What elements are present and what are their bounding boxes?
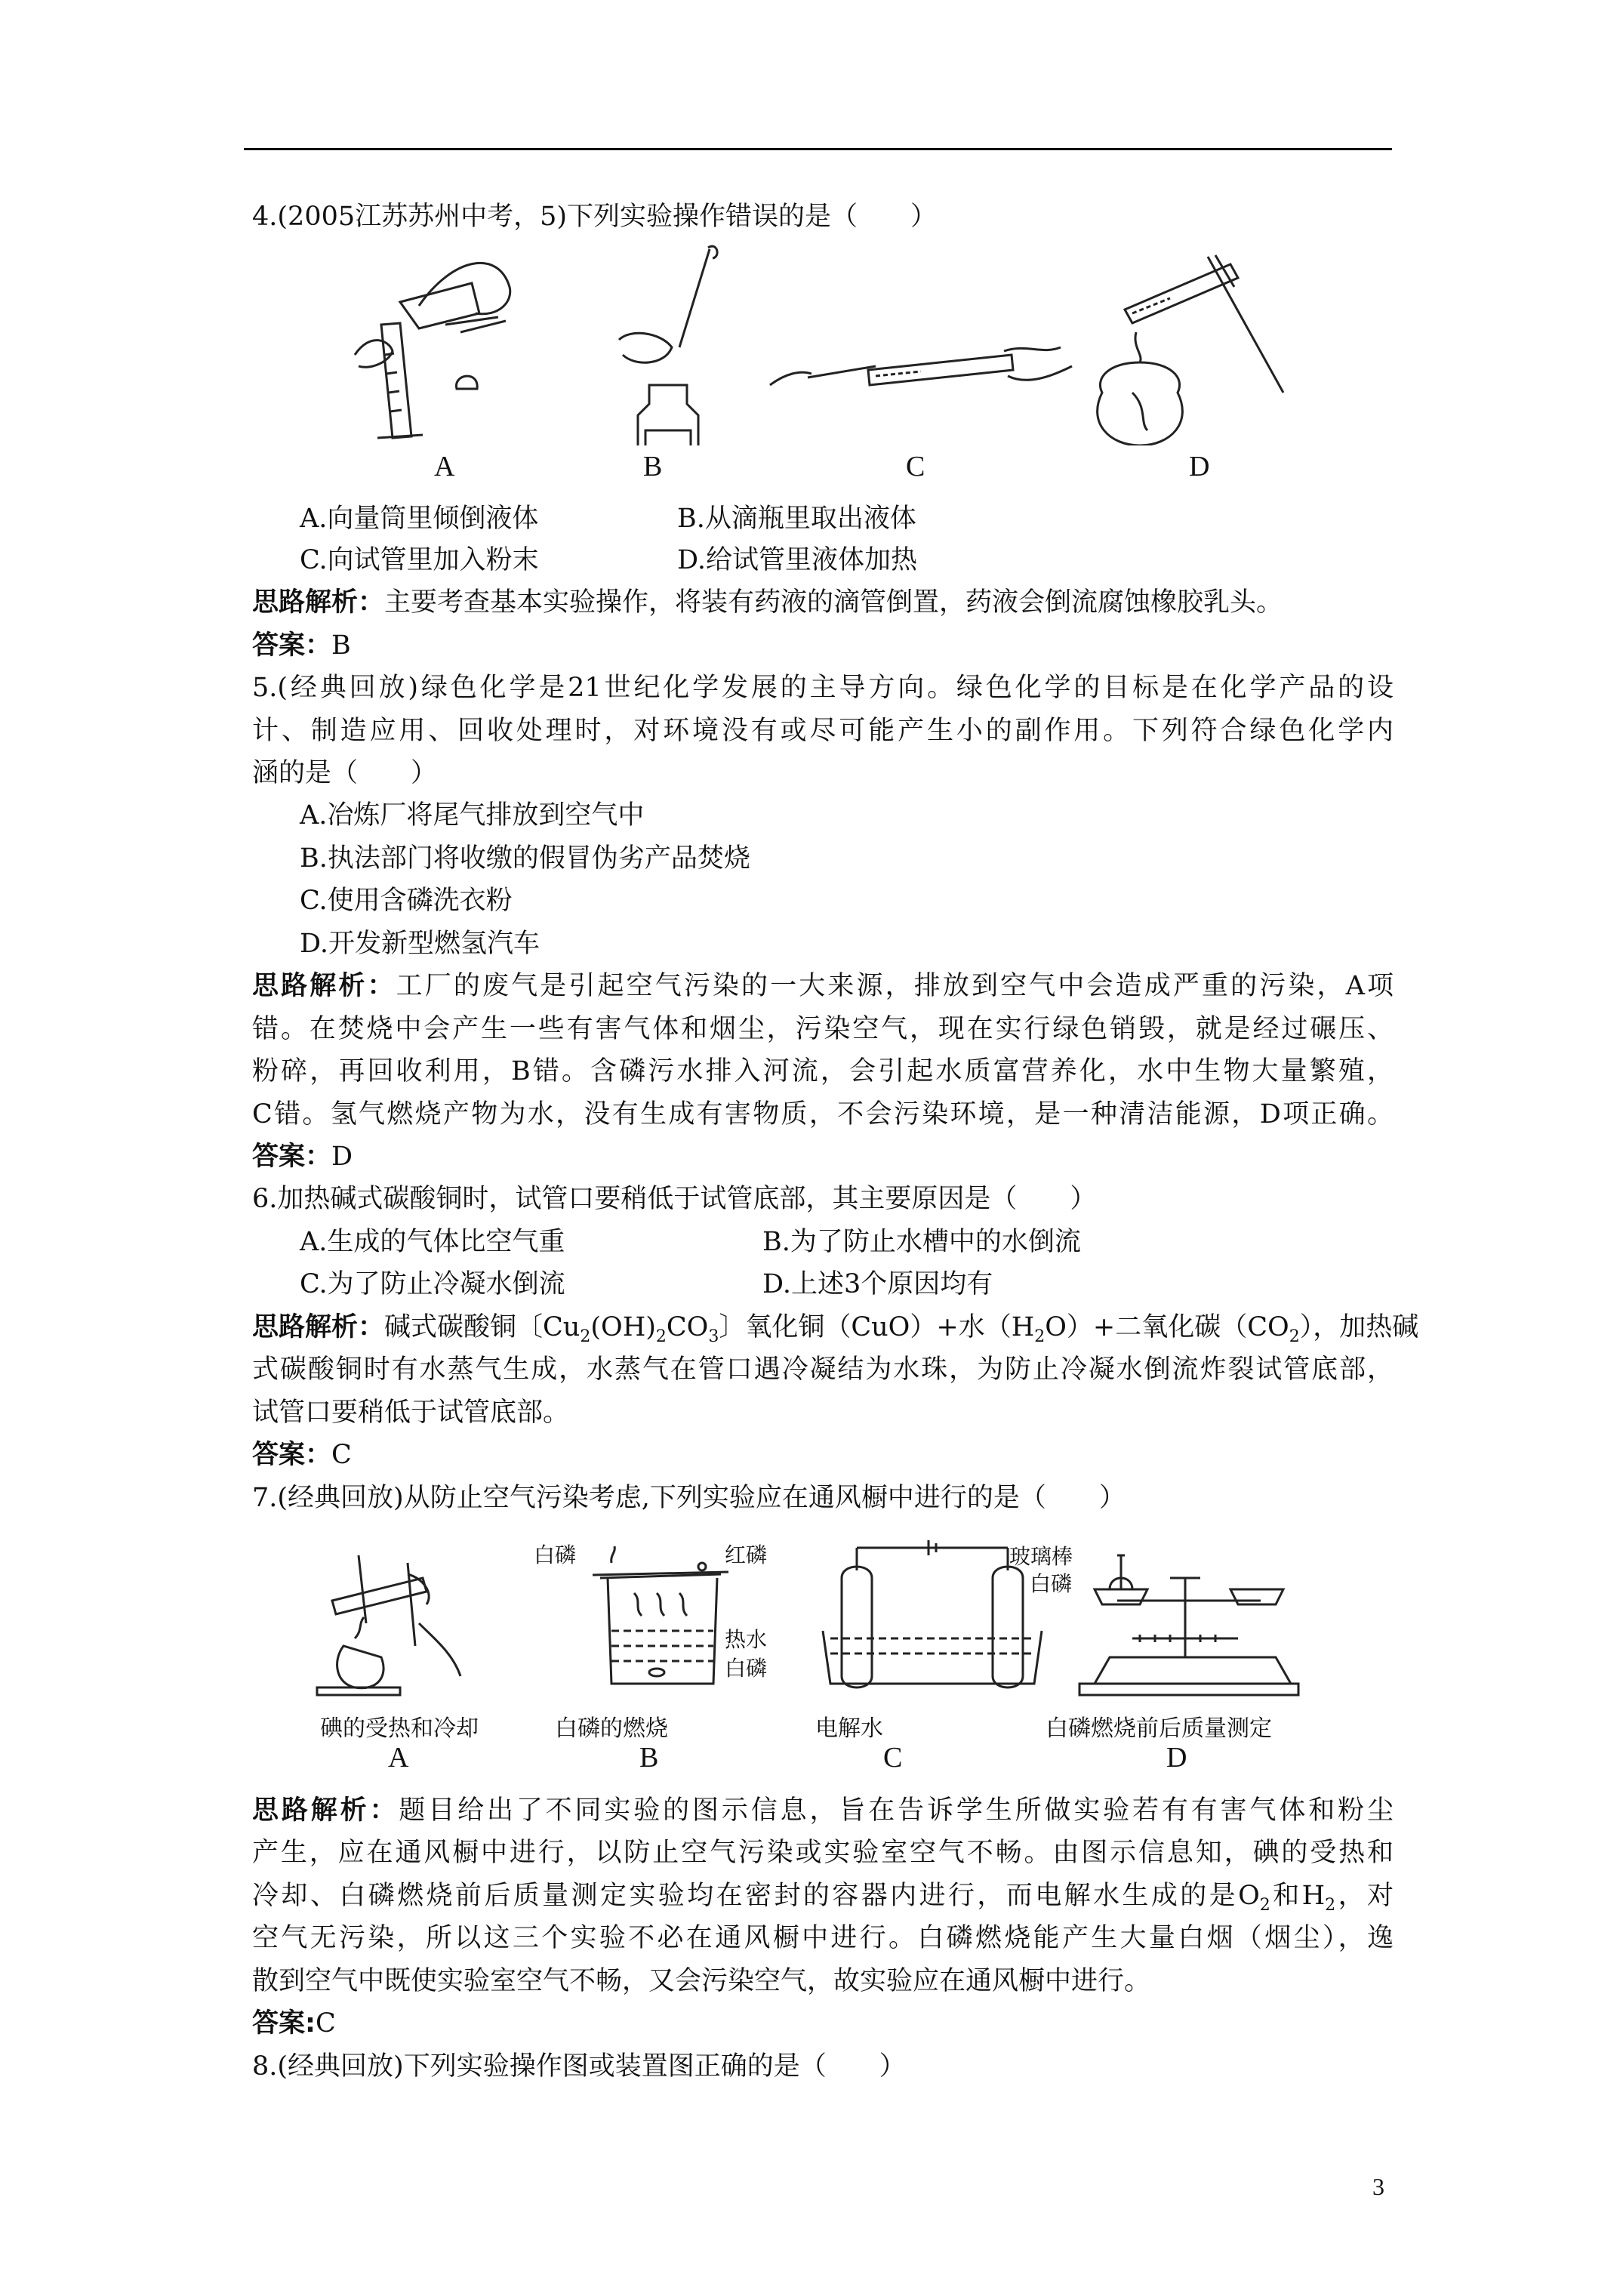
q6-analysis-text-1k: ），加热碱 — [1299, 1312, 1419, 1342]
q4-figure — [347, 242, 1298, 445]
q5-analysis-line-3: 粉碎，再回收利用，B错。含磷污水排入河流，会引起水质富营养化，水中生物大量繁殖， — [252, 1056, 1394, 1086]
q8-stem: 8.(经典回放)下列实验操作图或装置图正确的是（ ） — [252, 2051, 906, 2082]
q4-fig-d-heating — [1098, 255, 1283, 445]
q5-answer — [252, 1142, 353, 1172]
q6-sub-4: 2 — [1034, 1327, 1046, 1346]
q4-option-a: A.向量筒里倾倒液体 — [300, 504, 539, 534]
q5-option-b: B.执法部门将收缴的假冒伪劣产品焚烧 — [300, 843, 750, 874]
q4-analysis — [252, 587, 1283, 618]
q7-fig-label-b: B — [639, 1742, 659, 1774]
q7-fig-label-c: C — [883, 1742, 903, 1774]
q6-answer-value: C — [331, 1440, 352, 1470]
q7-fig-b-label-white-p-top: 白磷 — [534, 1542, 577, 1567]
q6-sub-2: 2 — [655, 1327, 667, 1346]
q5-analysis-label: 思路解析： — [252, 971, 396, 1001]
q4-option-c: C.向试管里加入粉末 — [300, 545, 539, 575]
q5-option-a: A.冶炼厂将尾气排放到空气中 — [300, 800, 645, 831]
q5-option-d: D.开发新型燃氢汽车 — [300, 929, 540, 959]
q7-sub-1: 2 — [1259, 1896, 1270, 1915]
q6-answer — [252, 1440, 352, 1470]
q4-fig-label-b: B — [643, 451, 663, 482]
q7-analysis-line-5: 散到空气中既使实验室空气不畅，又会污染空气，故实验应在通风橱中进行。 — [252, 1966, 1151, 1996]
q7-analysis-line-2: 产生，应在通风橱中进行，以防止空气污染或实验室空气不畅。由图示信息知，碘的受热和 — [252, 1838, 1394, 1868]
q7-sub-2: 2 — [1325, 1896, 1336, 1915]
q5-stem-line-2: 计、制造应用、回收处理时，对环境没有或尽可能产生小的副作用。下列符合绿色化学内 — [252, 716, 1394, 746]
q5-stem-line-3: 涵的是（ ） — [252, 758, 438, 788]
q4-fig-b-dropper — [619, 246, 717, 445]
q6-analysis-text-1a: 碱式碳酸铜〔Cu — [384, 1312, 581, 1342]
q7-analysis-text-1: 题目给出了不同实验的图示信息，旨在告诉学生所做实验若有有害气体和粉尘 — [399, 1795, 1394, 1826]
q5-answer-label: 答案： — [252, 1142, 332, 1172]
q7-figure — [302, 1533, 1329, 1706]
q5-stem-line-1: 5.(经典回放)绿色化学是21世纪化学发展的主导方向。绿色化学的目标是在化学产品的设 — [252, 673, 1394, 703]
q7-analysis-text-3e: ，对 — [1335, 1881, 1394, 1911]
q6-analysis-text-1g: 〕氧化铜（CuO）+水（H — [719, 1312, 1035, 1342]
q5-answer-value: D — [331, 1142, 353, 1172]
q4-answer-value: B — [331, 630, 351, 661]
q7-fig-d-label-white-p: 白磷 — [1030, 1571, 1073, 1596]
q6-analysis-line-3: 试管口要稍低于试管底部。 — [252, 1398, 570, 1428]
q4-answer-label: 答案： — [252, 630, 332, 661]
q4-fig-label-d: D — [1189, 451, 1210, 482]
q7-fig-d-balance — [1079, 1555, 1298, 1695]
q6-analysis-label: 思路解析： — [252, 1312, 385, 1342]
q7-answer-label: 答案: — [252, 2008, 316, 2039]
page-number: 3 — [1372, 2173, 1384, 2200]
q7-fig-b-label-hot-water: 热水 — [725, 1627, 768, 1652]
q7-fig-b-label-red-p: 红磷 — [725, 1542, 768, 1567]
q7-stem: 7.(经典回放)从防止空气污染考虑,下列实验应在通风橱中进行的是（ ） — [252, 1483, 1126, 1513]
q6-option-a: A.生成的气体比空气重 — [300, 1227, 565, 1257]
q4-fig-label-c: C — [906, 451, 925, 482]
q6-analysis-line-2: 式碳酸铜时有水蒸气生成，水蒸气在管口遇冷凝结为水珠，为防止冷凝水倒流炸裂试管底部， — [252, 1354, 1394, 1385]
q6-stem: 6.加热碱式碳酸铜时，试管口要稍低于试管底部，其主要原因是（ ） — [252, 1184, 1097, 1214]
q7-fig-b-label-white-p-bottom: 白磷 — [725, 1656, 768, 1681]
q7-fig-label-d: D — [1166, 1742, 1187, 1774]
q6-analysis-text-1i: O）+二氧化碳（CO — [1045, 1312, 1289, 1342]
q7-caption-c: 电解水 — [815, 1715, 883, 1742]
q7-fig-a-iodine — [317, 1555, 460, 1695]
q5-analysis-line-2: 错。在焚烧中会产生一些有害气体和烟尘，污染空气，现在实行绿色销毁，就是经过碾压、 — [252, 1014, 1394, 1044]
q6-analysis-text-1e: CO — [666, 1312, 709, 1342]
q6-option-c: C.为了防止冷凝水倒流 — [300, 1269, 565, 1299]
q4-stem: 4.(2005江苏苏州中考，5)下列实验操作错误的是（ ） — [252, 202, 938, 232]
q4-fig-label-a: A — [434, 451, 455, 482]
q7-fig-d-label-glass-rod: 玻璃棒 — [1009, 1544, 1073, 1569]
header-rule — [244, 148, 1392, 150]
q7-answer-value: C — [316, 2008, 336, 2039]
q7-fig-b-beaker — [593, 1546, 728, 1684]
q4-fig-a-cylinder — [355, 263, 510, 438]
q7-analysis-text-3a: 冷却、白磷燃烧前后质量测定实验均在密封的容器内进行，而电解水生成的是O — [252, 1881, 1260, 1911]
q7-caption-d: 白磷燃烧前后质量测定 — [1046, 1715, 1272, 1742]
q5-analysis-text-1: 工厂的废气是引起空气污染的一大来源，排放到空气中会造成严重的污染，A项 — [396, 971, 1394, 1001]
q7-analysis-text-3c: 和H — [1270, 1881, 1326, 1911]
q6-option-d: D.上述3个原因均有 — [762, 1269, 993, 1299]
q7-analysis-line-3 — [252, 1881, 1394, 1921]
q4-analysis-label: 思路解析： — [252, 587, 385, 618]
q6-sub-5: 2 — [1289, 1327, 1300, 1346]
q4-analysis-text: 主要考查基本实验操作，将装有药液的滴管倒置，药液会倒流腐蚀橡胶乳头。 — [384, 587, 1283, 618]
q5-analysis-line-1 — [252, 971, 1394, 1001]
q6-analysis-text-1c: (OH) — [590, 1312, 656, 1342]
q6-sub-3: 3 — [708, 1327, 719, 1346]
q6-answer-label: 答案： — [252, 1440, 332, 1470]
q7-analysis-line-4: 空气无污染，所以这三个实验不必在通风橱中进行。白磷燃烧能产生大量白烟（烟尘），逸 — [252, 1923, 1394, 1953]
q5-analysis-line-4: C错。氢气燃烧产物为水，没有生成有害物质，不会污染环境，是一种清洁能源，D项正确。 — [252, 1099, 1394, 1130]
q7-answer — [252, 2008, 336, 2039]
q4-option-b: B.从滴瓶里取出液体 — [677, 504, 916, 534]
q7-analysis-label: 思路解析： — [252, 1795, 399, 1826]
q7-analysis-line-1 — [252, 1795, 1394, 1826]
q6-analysis-line-1 — [252, 1312, 1419, 1352]
q7-caption-a: 碘的受热和冷却 — [320, 1715, 479, 1742]
q6-sub-1: 2 — [580, 1327, 591, 1346]
q4-answer — [252, 630, 351, 661]
q4-fig-c-testtube — [770, 347, 1072, 385]
q6-option-b: B.为了防止水槽中的水倒流 — [762, 1227, 1081, 1257]
q5-option-c: C.使用含磷洗衣粉 — [300, 886, 513, 916]
q7-caption-b: 白磷的燃烧 — [555, 1715, 668, 1742]
q4-option-d: D.给试管里液体加热 — [677, 545, 917, 575]
q7-fig-label-a: A — [388, 1742, 409, 1774]
